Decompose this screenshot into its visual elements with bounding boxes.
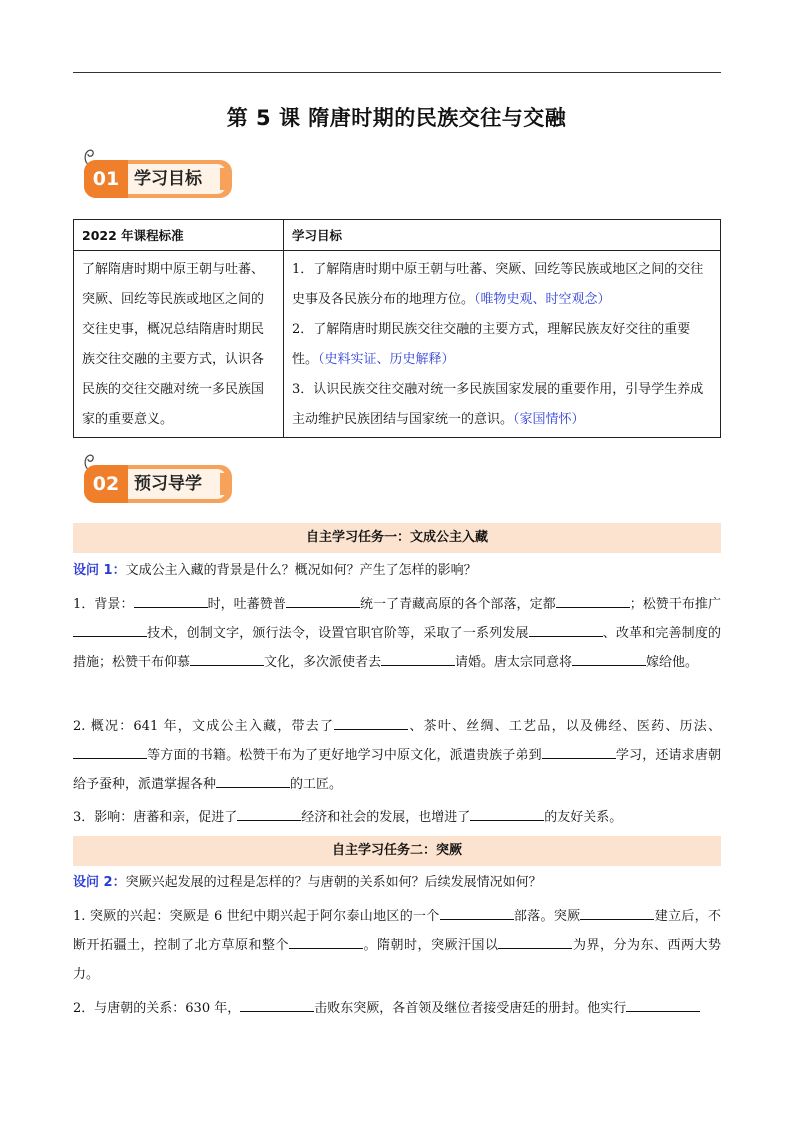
goal-1-tag: （唯物史观、时空观念） [474,292,611,307]
fill-blank[interactable] [216,773,290,788]
goal-2-tag: （史料实证、历史解释） [318,352,455,367]
question-1 [73,561,721,581]
task-1-overview-paragraph: 2. 概况：641 年，文成公主入藏，带去了 、茶叶、丝绸、工艺品，以及佛经、医药、历法、等方面的书籍。松赞干布为了更好地学习中原文化，派遣贵族子弟到 学习，还请求唐朝给予蚕种，派遣掌握各种 的工匠。 [73,712,721,799]
fill-blank[interactable] [572,651,646,666]
goal-3-text: 3．认识民族交往交融对统一多民族国家发展的重要作用，引导学生养成主动维护民族团结与国家统一的意识。 [292,382,704,427]
fill-blank[interactable] [542,744,616,759]
table-header-standard: 2022 年课程标准 [74,220,284,251]
fill-blank[interactable] [237,806,301,821]
question-text: 文成公主入藏的背景是什么？概况如何？产生了怎样的影响？ [125,563,477,578]
fill-blank[interactable] [580,905,654,920]
fill-blank[interactable] [440,905,514,920]
task-1-background-paragraph: 1．背景： 时，吐蕃赞普 统一了青藏高原的各个部落，定都 ；松赞干布推广技术，创制文字，颁行法令，设置官职官阶等，采取了一系列发展 、改革和完善制度的措施；松赞干布仰慕 文化，多次派使者去 请婚。唐太宗同意将 嫁给他。 [73,590,721,677]
fill-blank[interactable] [134,593,208,608]
goal-2-text: 2．了解隋唐时期民族交往交融的主要方式，理解民族友好交往的重要性。 [292,322,691,367]
fill-blank[interactable] [190,651,264,666]
goal-1-text: 1．了解隋唐时期中原王朝与吐蕃、突厥、回纥等民族或地区之间的交往史事及各民族分布的地理方位。 [292,262,704,307]
fill-blank[interactable] [381,651,455,666]
question-label: 设问 1： [73,563,126,578]
page-title: 第 5 课 隋唐时期的民族交往与交融 [226,106,567,130]
task-1-impact-paragraph: 3．影响：唐蕃和亲，促进了 经济和社会的发展，也增进了 的友好关系。 [73,803,721,832]
section-label: 预习导学 [134,474,202,494]
section-label: 学习目标 [134,169,202,189]
task-2-rise-paragraph: 1. 突厥的兴起：突厥是 6 世纪中期兴起于阿尔泰山地区的一个 部落。突厥 建立后，不断开拓疆土，控制了北方草原和整个 。隋朝时，突厥汗国以 为界，分为东、西两大势力。 [73,902,721,989]
curriculum-standard-cell: 了解隋唐时期中原王朝与吐蕃、突厥、回纥等民族或地区之间的交往史事，概况总结隋唐时期民族交往交融的主要方式，认识各民族的交往交融对统一多民族国家的重要意义。 [74,251,284,438]
fill-blank[interactable] [73,744,147,759]
fill-blank[interactable] [556,593,630,608]
fill-blank[interactable] [73,622,147,637]
question-2 [73,873,721,893]
section-number: 02 [84,465,128,503]
fill-blank[interactable] [529,622,603,637]
fill-blank[interactable] [470,806,544,821]
fill-blank[interactable] [289,934,363,949]
question-label: 设问 2： [73,875,126,890]
section-badge-preview [80,455,240,507]
learning-goals-cell [284,251,721,438]
fill-blank[interactable] [286,593,360,608]
fill-blank[interactable] [240,997,314,1012]
fill-blank[interactable] [626,997,700,1012]
goal-3-tag: （家国情怀） [513,412,585,427]
header-rule [73,72,721,73]
learning-goals-table [73,219,721,438]
task-2-relations-paragraph: 2．与唐朝的关系：630 年， 击败东突厥，各首领及继位者接受唐廷的册封。他实行 [73,994,721,1023]
section-badge-goals [80,150,240,202]
fill-blank[interactable] [334,715,408,730]
task-1-title: 自主学习任务一：文成公主入藏 [73,523,721,553]
fill-blank[interactable] [498,934,572,949]
task-2-title: 自主学习任务二：突厥 [73,836,721,866]
table-header-goals: 学习目标 [284,220,721,251]
question-text: 突厥兴起发展的过程是怎样的？与唐朝的关系如何？后续发展情况如何？ [125,875,542,890]
section-number: 01 [84,160,128,198]
